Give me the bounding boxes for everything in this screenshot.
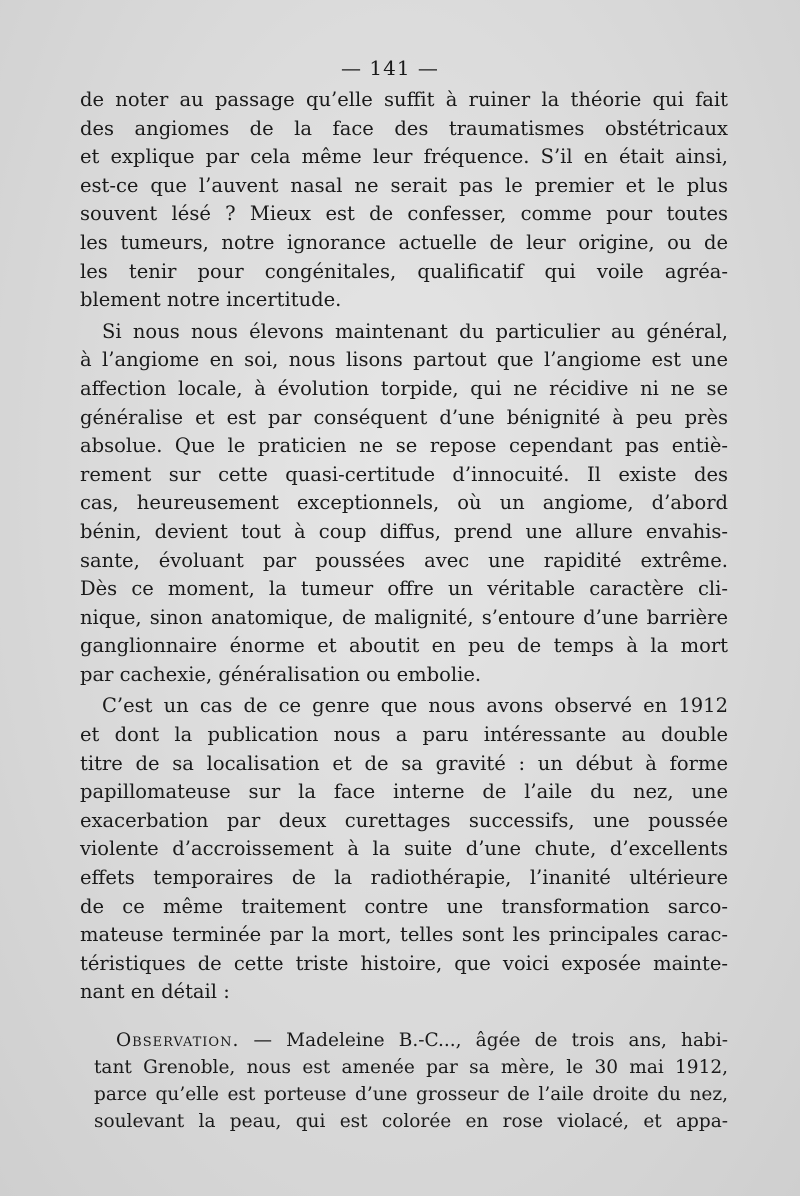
text-line: de ce même traitement contre une transformation sarco- (80, 894, 728, 918)
text-line: blement notre incertitude. (80, 288, 342, 312)
text-line: effets temporaires de la radiothérapie, l’inanité ultérieure (80, 866, 728, 890)
text-line: à l’angiome en soi, nous lisons partout que l’angiome est une (80, 348, 728, 372)
text-line: sante, évoluant par poussées avec une rapidité extrême. (80, 548, 728, 572)
text-line: affection locale, à évolution torpide, qui ne récidive ni ne se (80, 376, 728, 400)
observation-heading: Observation. (116, 1030, 240, 1051)
observation-text: — Madeleine B.-C..., âgée de trois ans, habi- (239, 1030, 728, 1051)
text-line: Dès ce moment, la tumeur offre un véritable caractère cli- (80, 577, 728, 601)
text-line: titre de sa localisation et de sa gravité : un début à forme (80, 751, 728, 775)
text-line: rement sur cette quasi-certitude d’innocuité. Il existe des (80, 462, 728, 486)
paragraph-2 (80, 318, 728, 690)
observation-first-line (80, 1027, 728, 1054)
text-line: de noter au passage qu’elle suffit à ruiner la théorie qui fait (80, 88, 728, 111)
text-line: et explique par cela même leur fréquence. S’il en était ainsi, (80, 145, 728, 169)
observation-line: soulevant la peau, qui est colorée en rose violacé, et appa- (94, 1111, 728, 1132)
text-line: bénin, devient tout à coup diffus, prend une allure envahis- (80, 519, 728, 543)
body-text (80, 86, 728, 1135)
text-line: des angiomes de la face des traumatismes obstétricaux (80, 116, 728, 140)
observation-line: parce qu’elle est porteuse d’une grosseur de l’aile droite du nez, (94, 1084, 728, 1105)
text-line: les tenir pour congénitales, qualificatif qui voile agréa- (80, 259, 728, 283)
text-line: C’est un cas de ce genre que nous avons observé en 1912 (102, 694, 728, 718)
text-line: absolue. Que le praticien ne se repose cependant pas entiè- (80, 434, 728, 458)
paragraph-3 (80, 692, 728, 1007)
text-line: généralise et est par conséquent d’une bénignité à peu près (80, 405, 728, 429)
page-number: — 141 — (341, 56, 439, 80)
text-line: nant en détail : (80, 980, 230, 1004)
text-line: téristiques de cette triste histoire, que voici exposée mainte- (80, 951, 728, 975)
text-line: exacerbation par deux curettages successifs, une poussée (80, 808, 728, 832)
text-line: par cachexie, généralisation ou embolie. (80, 662, 482, 686)
text-line: cas, heureusement exceptionnels, où un angiome, d’abord (80, 491, 728, 515)
text-line: est-ce que l’auvent nasal ne serait pas le premier et le plus (80, 173, 728, 197)
text-line: mateuse terminée par la mort, telles sont les principales carac- (80, 923, 728, 947)
observation-line: tant Grenoble, nous est amenée par sa mère, le 30 mai 1912, (94, 1057, 728, 1078)
text-line: ganglionnaire énorme et aboutit en peu de temps à la mort (80, 634, 728, 658)
text-line: les tumeurs, notre ignorance actuelle de leur origine, ou de (80, 230, 728, 254)
observation-block (80, 1027, 728, 1135)
text-line: Si nous nous élevons maintenant du particulier au général, (102, 319, 728, 343)
text-line: et dont la publication nous a paru intéressante au double (80, 723, 728, 747)
text-line: nique, sinon anatomique, de malignité, s’entoure d’une barrière (80, 605, 728, 629)
text-line: souvent lésé ? Mieux est de confesser, comme pour toutes (80, 202, 728, 226)
text-line: violente d’accroissement à la suite d’une chute, d’excellents (80, 837, 728, 861)
text-line: papillomateuse sur la face interne de l’aile du nez, une (80, 780, 728, 804)
paragraph-1 (80, 86, 728, 315)
